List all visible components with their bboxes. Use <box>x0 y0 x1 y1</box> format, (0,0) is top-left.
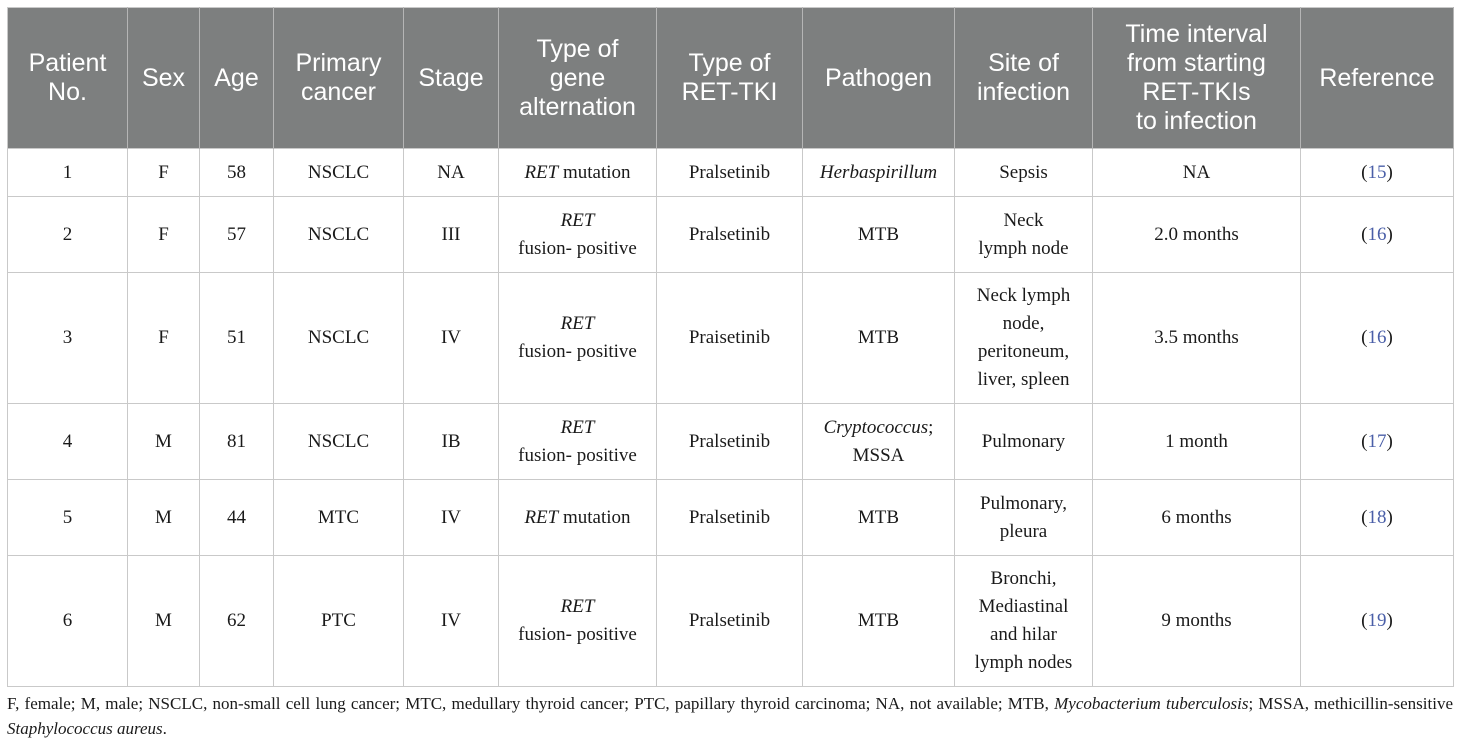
time-interval: 3.5 months <box>1154 327 1239 348</box>
sex: F <box>158 223 169 245</box>
gene-name: RET <box>560 209 595 231</box>
table-row <box>8 273 1454 404</box>
gene-alteration-cell <box>499 149 657 197</box>
stage-cell <box>404 197 499 273</box>
primary-cancer: NSCLC <box>307 430 370 452</box>
reference-link[interactable]: 19 <box>1367 610 1387 631</box>
reference-close-paren: ) <box>1386 506 1393 528</box>
header-ret-tki: Type of RET-TKI <box>657 8 803 149</box>
pathogen-cell <box>803 273 955 404</box>
patient-no-cell <box>8 149 128 197</box>
primary-cancer-cell <box>274 149 404 197</box>
sex-cell <box>128 480 200 556</box>
age-cell <box>200 149 274 197</box>
patient-no-cell <box>8 273 128 404</box>
stage: IV <box>440 506 462 528</box>
table-row <box>8 197 1454 273</box>
primary-cancer-cell <box>274 480 404 556</box>
patient-no: 5 <box>62 506 73 528</box>
sex-cell <box>128 197 200 273</box>
stage: NA <box>437 161 465 183</box>
gene-name: RET <box>524 506 559 528</box>
sex-cell <box>128 273 200 404</box>
footnote-text-1: F, female; M, male; NSCLC, non-small cell lung cancer; MTC, medullary thyroid cancer; PTC, papillary thyroid carcinoma; NA, not available; MTB, <box>7 694 1055 713</box>
reference-close-paren: ) <box>1386 610 1393 631</box>
site-cell <box>955 556 1093 687</box>
header-site-of-infection: Site of infection <box>955 8 1093 149</box>
pathogen-cell <box>803 404 955 480</box>
gene-name: RET <box>560 416 595 438</box>
sex: F <box>158 327 169 348</box>
gene-alteration-cell <box>499 273 657 404</box>
age: 57 <box>227 223 246 245</box>
pathogen-text: MTB <box>857 610 900 631</box>
gene-alteration-type: fusion- positive <box>518 624 637 645</box>
interval-cell <box>1093 149 1301 197</box>
primary-cancer-cell <box>274 404 404 480</box>
patient-no: 2 <box>62 223 73 245</box>
stage-cell <box>404 480 499 556</box>
interval-cell <box>1093 404 1301 480</box>
footnote-text-2: ; MSSA, methicillin-sensitive <box>1248 694 1453 713</box>
primary-cancer: NSCLC <box>307 161 370 183</box>
site-cell <box>955 197 1093 273</box>
header-time-interval: Time interval from starting RET-TKIs to infection <box>1093 8 1301 149</box>
header-patient-no: Patient No. <box>8 8 128 149</box>
header-gene-alteration: Type of gene alternation <box>499 8 657 149</box>
reference-cell <box>1301 404 1454 480</box>
footnote-italic-2: Staphylococcus aureus <box>7 719 163 738</box>
pathogen-text: ; MSSA <box>852 416 934 466</box>
ret-tki-cell <box>657 273 803 404</box>
footnote-italic-1: Mycobacterium tuberculosis <box>1054 694 1249 713</box>
pathogen-italic: Herbaspirillum <box>819 161 938 183</box>
ret-tki-cell <box>657 404 803 480</box>
pathogen-italic: Cryptococcus <box>823 416 929 438</box>
reference-link[interactable]: 15 <box>1367 161 1387 183</box>
age: 44 <box>227 506 246 528</box>
reference-cell <box>1301 197 1454 273</box>
time-interval: 2.0 months <box>1154 223 1239 245</box>
reference-cell <box>1301 273 1454 404</box>
interval-cell <box>1093 197 1301 273</box>
age-cell <box>200 404 274 480</box>
gene-alteration-type: mutation <box>558 161 631 183</box>
ret-tki-cell <box>657 556 803 687</box>
patient-no: 3 <box>62 327 73 348</box>
gene-name: RET <box>524 161 559 183</box>
table-row <box>8 404 1454 480</box>
table-row <box>8 556 1454 687</box>
gene-alteration-cell <box>499 197 657 273</box>
pathogen-cell <box>803 197 955 273</box>
ret-tki-cell <box>657 197 803 273</box>
table-body <box>8 149 1454 687</box>
site-of-infection: Sepsis <box>999 161 1048 183</box>
age: 81 <box>227 430 246 452</box>
ret-tki-cell <box>657 149 803 197</box>
reference-cell <box>1301 149 1454 197</box>
ret-tki: Pralsetinib <box>688 506 771 528</box>
site-cell <box>955 404 1093 480</box>
primary-cancer: NSCLC <box>307 223 370 245</box>
primary-cancer: NSCLC <box>307 327 370 348</box>
pathogen-text: MTB <box>857 223 900 245</box>
reference-close-paren: ) <box>1386 327 1393 348</box>
gene-alteration-cell <box>499 556 657 687</box>
primary-cancer-cell <box>274 273 404 404</box>
site-of-infection: Neck lymph node, peritoneum, liver, spleen <box>976 285 1071 390</box>
reference-link[interactable]: 18 <box>1367 506 1387 528</box>
pathogen-text: MTB <box>857 506 900 528</box>
patient-no-cell <box>8 480 128 556</box>
patient-no: 1 <box>62 161 73 183</box>
gene-alteration-type: fusion- positive <box>518 237 637 259</box>
site-of-infection: Neck lymph node <box>978 209 1069 259</box>
sex-cell <box>128 556 200 687</box>
site-cell <box>955 273 1093 404</box>
site-cell <box>955 480 1093 556</box>
age-cell <box>200 197 274 273</box>
reference-link[interactable]: 17 <box>1367 430 1387 452</box>
reference-open-paren: ( <box>1361 610 1368 631</box>
ret-tki-cell <box>657 480 803 556</box>
patient-table <box>7 7 1454 687</box>
site-of-infection: Bronchi, Mediastinal and hilar lymph nodes <box>974 568 1073 673</box>
header-sex: Sex <box>128 8 200 149</box>
sex-cell <box>128 149 200 197</box>
primary-cancer-cell <box>274 556 404 687</box>
reference-close-paren: ) <box>1386 161 1393 183</box>
table-row <box>8 480 1454 556</box>
reference-open-paren: ( <box>1361 327 1368 348</box>
stage-cell <box>404 273 499 404</box>
interval-cell <box>1093 480 1301 556</box>
reference-close-paren: ) <box>1386 223 1393 245</box>
interval-cell <box>1093 556 1301 687</box>
gene-alteration-type: mutation <box>558 506 631 528</box>
ret-tki: Pralsetinib <box>688 223 771 245</box>
site-of-infection: Pulmonary, pleura <box>980 492 1067 542</box>
header-primary-cancer: Primary cancer <box>274 8 404 149</box>
table-footnote <box>7 691 1453 741</box>
stage-cell <box>404 404 499 480</box>
gene-alteration-type: fusion- positive <box>518 444 637 466</box>
ret-tki: Pralsetinib <box>688 430 771 452</box>
time-interval: 9 months <box>1161 610 1232 631</box>
pathogen-cell <box>803 556 955 687</box>
reference-cell <box>1301 556 1454 687</box>
gene-alteration-cell <box>499 404 657 480</box>
stage: IB <box>441 430 461 452</box>
patient-no: 6 <box>62 610 73 631</box>
patient-no-cell <box>8 404 128 480</box>
pathogen-text: MTB <box>857 327 900 348</box>
sex-cell <box>128 404 200 480</box>
interval-cell <box>1093 273 1301 404</box>
patient-no-cell <box>8 197 128 273</box>
table-header <box>8 8 1454 149</box>
stage-cell <box>404 149 499 197</box>
ret-tki: Pralsetinib <box>688 610 771 631</box>
reference-link[interactable]: 16 <box>1367 223 1387 245</box>
age-cell <box>200 273 274 404</box>
sex: M <box>155 610 172 631</box>
footnote-text-3: . <box>162 719 167 738</box>
sex: M <box>155 506 172 528</box>
primary-cancer: MTC <box>317 506 360 528</box>
ret-tki: Pralsetinib <box>688 161 771 183</box>
patient-no-cell <box>8 556 128 687</box>
header-stage: Stage <box>404 8 499 149</box>
age-cell <box>200 480 274 556</box>
sex: F <box>158 161 169 183</box>
age: 51 <box>227 327 246 348</box>
gene-alteration-type: fusion- positive <box>518 341 637 362</box>
reference-open-paren: ( <box>1361 161 1368 183</box>
reference-open-paren: ( <box>1361 430 1368 452</box>
site-cell <box>955 149 1093 197</box>
stage: IV <box>440 610 462 631</box>
sex: M <box>155 430 172 452</box>
patient-no: 4 <box>62 430 73 452</box>
header-pathogen: Pathogen <box>803 8 955 149</box>
reference-link[interactable]: 16 <box>1367 327 1387 348</box>
pathogen-cell <box>803 149 955 197</box>
time-interval: 1 month <box>1165 430 1228 452</box>
primary-cancer: PTC <box>321 610 356 631</box>
stage: IV <box>440 327 462 348</box>
gene-alteration-cell <box>499 480 657 556</box>
gene-name: RET <box>560 596 595 617</box>
pathogen-cell <box>803 480 955 556</box>
table-row <box>8 149 1454 197</box>
stage-cell <box>404 556 499 687</box>
age: 58 <box>227 161 246 183</box>
age-cell <box>200 556 274 687</box>
age: 62 <box>227 610 246 631</box>
header-age: Age <box>200 8 274 149</box>
gene-name: RET <box>560 313 595 334</box>
header-row <box>8 8 1454 149</box>
primary-cancer-cell <box>274 197 404 273</box>
time-interval: 6 months <box>1161 506 1232 528</box>
header-reference: Reference <box>1301 8 1454 149</box>
site-of-infection: Pulmonary <box>981 430 1066 452</box>
reference-cell <box>1301 480 1454 556</box>
stage: III <box>441 223 461 245</box>
ret-tki: Praisetinib <box>688 327 771 348</box>
reference-close-paren: ) <box>1386 430 1393 452</box>
time-interval: NA <box>1182 161 1211 183</box>
reference-open-paren: ( <box>1361 506 1368 528</box>
reference-open-paren: ( <box>1361 223 1368 245</box>
